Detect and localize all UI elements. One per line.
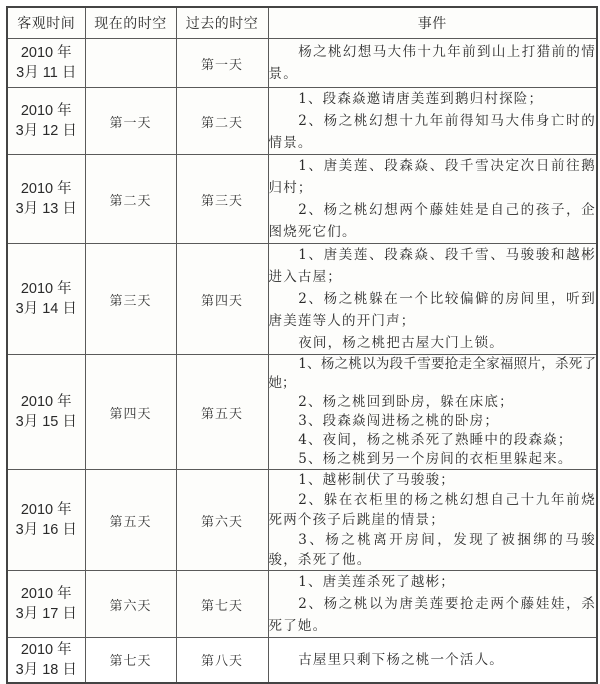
timeline-table — [6, 6, 598, 684]
table-row — [7, 355, 597, 470]
event-item: 5、杨之桃到另一个房间的衣柜里躲起来。 — [298, 451, 573, 467]
date-cell: 2010 年 3月 15 日 — [7, 355, 85, 470]
events-cell — [268, 571, 597, 638]
past-day-cell: 第一天 — [176, 39, 268, 88]
date-cell: 2010 年 3月 17 日 — [7, 571, 85, 638]
header-objective-time: 客观时间 — [7, 7, 85, 39]
present-day-cell: 第三天 — [85, 244, 176, 355]
header-row — [7, 7, 597, 39]
past-day-cell: 第七天 — [176, 571, 268, 638]
event-item: 1、唐美莲杀死了越彬； — [298, 574, 455, 590]
event-item: 1、唐美莲、段森焱、段千雪决定次日前往鹅归村； — [268, 158, 596, 196]
present-day-cell: 第六天 — [85, 571, 176, 638]
header-events: 事件 — [268, 7, 597, 39]
event-item: 1、段森焱邀请唐美莲到鹅归村探险； — [298, 91, 544, 107]
events-cell — [268, 39, 597, 88]
date-cell: 2010 年 3月 13 日 — [7, 155, 85, 244]
table-row — [7, 571, 597, 638]
event-item: 杨之桃幻想马大伟十九年前到山上打猎前的情景。 — [268, 44, 596, 82]
past-day-cell: 第八天 — [176, 638, 268, 683]
table-row — [7, 88, 597, 155]
event-item: 1、唐美莲、段森焱、段千雪、马骏骏和越彬进入古屋； — [268, 247, 596, 285]
events-cell — [268, 638, 597, 683]
past-day-cell: 第五天 — [176, 355, 268, 470]
event-item: 1、杨之桃以为段千雪要抢走全家福照片，杀死了她； — [268, 356, 596, 391]
present-day-cell: 第二天 — [85, 155, 176, 244]
date-cell: 2010 年 3月 18 日 — [7, 638, 85, 683]
header-past-spacetime: 过去的时空 — [176, 7, 268, 39]
date-cell: 2010 年 3月 14 日 — [7, 244, 85, 355]
past-day-cell: 第三天 — [176, 155, 268, 244]
date-cell: 2010 年 3月 12 日 — [7, 88, 85, 155]
events-cell — [268, 470, 597, 571]
table-row — [7, 155, 597, 244]
event-item: 2、杨之桃幻想十九年前得知马大伟身亡时的情景。 — [268, 113, 596, 151]
past-day-cell: 第六天 — [176, 470, 268, 571]
event-item: 4、夜间，杨之桃杀死了熟睡中的段森焱； — [298, 432, 573, 448]
document-page — [6, 6, 596, 678]
event-item: 古屋里只剩下杨之桃一个活人。 — [298, 651, 504, 668]
event-item: 1、越彬制伏了马骏骏； — [298, 472, 455, 488]
events-cell — [268, 155, 597, 244]
event-item: 2、躲在衣柜里的杨之桃幻想自己十九年前烧死两个孩子后跳崖的情景； — [268, 492, 596, 528]
event-item: 2、杨之桃躲在一个比较偏僻的房间里，听到唐美莲等人的开门声； — [268, 291, 596, 329]
event-item: 3、段森焱闯进杨之桃的卧房； — [298, 413, 500, 429]
present-day-cell: 第四天 — [85, 355, 176, 470]
event-item: 2、杨之桃以为唐美莲要抢走两个藤娃娃，杀死了她。 — [268, 596, 596, 634]
events-cell — [268, 355, 597, 470]
header-present-spacetime: 现在的时空 — [85, 7, 176, 39]
past-day-cell: 第四天 — [176, 244, 268, 355]
event-item: 2、杨之桃回到卧房，躲在床底； — [298, 394, 514, 410]
events-cell — [268, 244, 597, 355]
date-cell: 2010 年 3月 11 日 — [7, 39, 85, 88]
date-cell: 2010 年 3月 16 日 — [7, 470, 85, 571]
present-day-cell — [85, 39, 176, 88]
events-cell — [268, 88, 597, 155]
event-item: 3、杨之桃离开房间，发现了被捆绑的马骏骏，杀死了他。 — [268, 532, 596, 568]
table-row — [7, 39, 597, 88]
present-day-cell: 第五天 — [85, 470, 176, 571]
present-day-cell: 第七天 — [85, 638, 176, 683]
present-day-cell: 第一天 — [85, 88, 176, 155]
table-row — [7, 638, 597, 683]
past-day-cell: 第二天 — [176, 88, 268, 155]
event-item: 2、杨之桃幻想两个藤娃娃是自己的孩子，企图烧死它们。 — [268, 202, 596, 240]
event-item: 夜间，杨之桃把古屋大门上锁。 — [298, 335, 504, 351]
table-row — [7, 470, 597, 571]
table-row — [7, 244, 597, 355]
